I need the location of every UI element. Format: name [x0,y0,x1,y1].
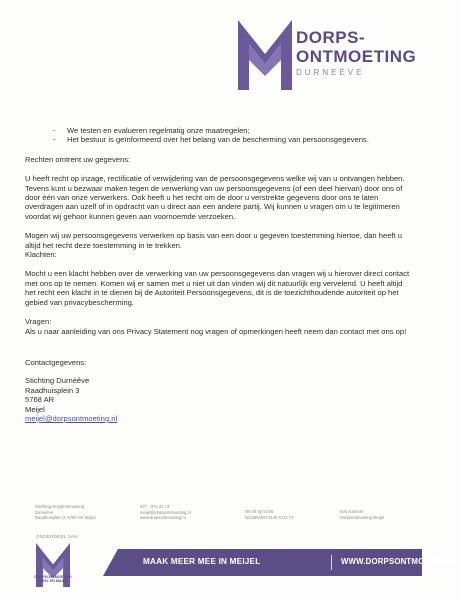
footer-text: Stichting Dorpsontmoeting [35,504,85,509]
footer-column-address [35,504,96,521]
header-logo [238,10,428,102]
contact-line-organisation: Stichting Durnéêve [25,376,90,386]
footer-text: meijel@dorpsontmoeting.nl [140,509,191,515]
questions-heading: Vragen: [25,317,52,327]
logo-wordmark [296,28,416,77]
rights-paragraph: U heeft recht op inzage, rectificatie of verwijdering van de persoonsgegevens welke wij van u ontvangen hebben. Tevens kunt u bezwaar maken tegen de verwerking van uw persoonsgegevens (of een deel hiervan) door ons of door één van onze verwerkers. Ook heeft u het recht om de door u verstrekte gegevens door ons te laten overdragen aan uzelf of in opdracht van u direct aan een andere partij. Wij kunnen u vragen om u te legitimeren voordat wij gehoor kunnen geven aan voornoemde verzoeken. [25,174,405,221]
banner-slogan: MAAK MEER MEE IN MEIJEL [143,557,261,566]
footer-text: 077 - 374 31 74 [140,504,170,509]
list-item: - We testen en evalueren regelmatig onze maatregelen; [53,126,413,135]
contact-email-link[interactable]: meijel@dorpsontmoeting.nl [25,413,118,423]
footer-column-contact [140,504,191,521]
footer-text: NL93RABO 0125 5711 74 [245,514,294,520]
contact-line-postcode: 5768 AR [25,395,55,405]
footer-text: Raadhuisplein 3, 5768 AR Meijel [35,515,96,521]
footer-text: Tel 06 55 53 05 [245,509,274,514]
footer-banner [103,549,462,576]
banner-slant [103,549,118,576]
logo-line-2: ONTMOETING [296,47,417,66]
banner-divider [331,555,332,570]
footer-text: Durnéêve [35,509,54,515]
footer-column-kvk [340,509,384,520]
contact-line-city: Meijel [25,404,45,414]
contact-heading: Contactgegevens: [25,357,87,367]
measures-list [53,126,413,145]
banner-website: WWW.DORPSONTMOETING.NL [341,557,462,566]
list-item: - Het bestuur is geïnformeerd over het belang van de bescherming van persoonsgegevens. [53,135,413,144]
part-of-label: ONDERDEEL VAN [36,534,78,539]
footer-text: Dorpsontmoeting Meijel [340,514,384,520]
letter-body [25,126,413,423]
footer-text: Kvk nummer [340,509,364,514]
consent-paragraph: Mogen wij uw persoonsgegevens verwerken op basis van een door u gegeven toestemming hiertoe, dan heeft u altijd het recht deze toestemming in te trekken. [25,231,402,250]
footer-text: www.dorpsontmoeting.nl [140,515,186,521]
questions-paragraph: Als u naar aanleiding van ons Privacy Statement nog vragen of opmerkingen heeft neem dan contact met ons op! [25,326,407,336]
footer-logo-text: DORPSONTMOETING PEEL EN MAAS [34,575,72,584]
logo-line-1: DORPS- [296,28,366,47]
logo-subtitle: DURNEÉVE [296,68,365,77]
footer-column-bank [245,509,293,520]
complaints-paragraph: Mocht u een klacht hebben over de verwerking van uw persoonsgegevens dan vragen wij u hierover direct contact met ons op te nemen. Komen wij er samen met u niet uit dan vinden wij dit natuurlijk erg vervelend. U heeft altijd het recht een klacht in te dienen bij de Autoriteit Persoonsgegevens, dit is de toezichthoudende autoriteit op het gebied van privacybescherming. [25,269,410,307]
contact-line-street: Raadhuisplein 3 [25,385,80,395]
complaints-heading: Klachten: [25,250,57,260]
footer-contact-info [35,504,405,526]
rights-heading: Rechten omtrent uw gegevens: [25,154,131,164]
logo-m-icon [238,20,292,90]
